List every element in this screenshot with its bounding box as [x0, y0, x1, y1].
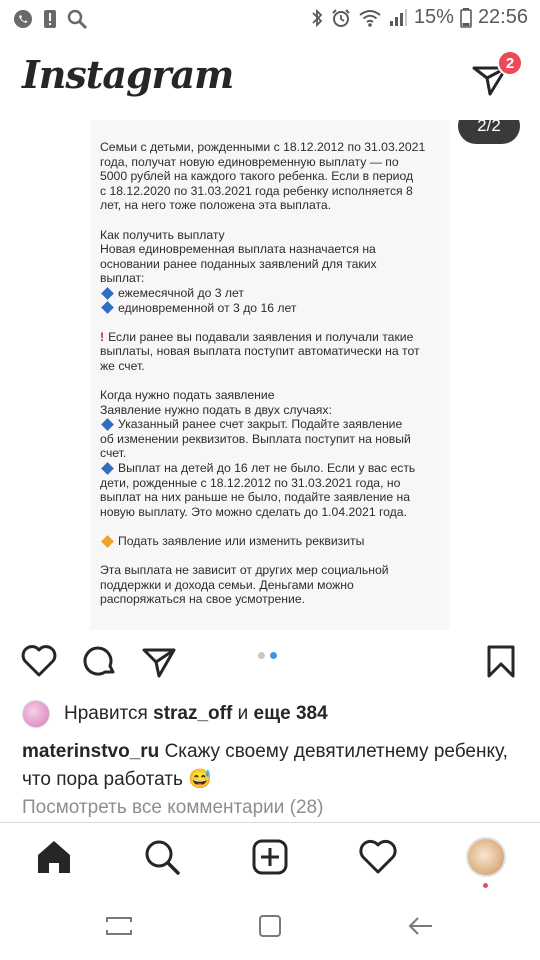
alert-line [100, 330, 445, 345]
post-image[interactable] [0, 120, 540, 630]
bullet-line [100, 301, 445, 316]
share-icon[interactable] [140, 642, 178, 680]
liker-username[interactable]: straz_off [153, 703, 233, 724]
post-line: выплат на них раньше не было, подайте заявление на [100, 490, 411, 505]
spacer [100, 374, 445, 389]
blue-diamond-icon [101, 287, 114, 300]
post-line: Подать заявление или изменить реквизиты [118, 534, 365, 549]
home-square-icon[interactable] [254, 910, 286, 942]
home-icon[interactable] [34, 837, 74, 877]
recent-apps-icon[interactable] [103, 910, 135, 942]
post-slide-text [100, 140, 445, 607]
likes-row[interactable] [22, 700, 328, 728]
battery-icon [460, 7, 472, 29]
status-left-icons [12, 8, 88, 30]
app-header [0, 38, 540, 120]
instagram-logo[interactable]: Instagram [22, 52, 234, 97]
search-icon[interactable] [142, 837, 182, 877]
liker-avatar[interactable] [22, 700, 50, 728]
post-caption [22, 738, 522, 794]
post-line: года, получат новую единовременную выплату — по [100, 154, 399, 169]
direct-badge: 2 [497, 50, 523, 76]
search-icon [66, 8, 88, 30]
post-line: Семьи с детьми, рожденными с 18.12.2012 по 31.03.2021 [100, 140, 426, 154]
post-line: основании ранее поданных заявлений для таких [100, 256, 377, 271]
post-line: 5000 рублей на каждого такого ребенка. Если в период [100, 169, 414, 184]
spacer [100, 213, 445, 228]
status-bar [0, 0, 540, 38]
post-line: с 18.12.2020 по 31.03.2021 года ребенку исполняется 8 [100, 183, 413, 198]
clock: 22:56 [477, 6, 528, 28]
post-line: Если ранее вы подавали заявления и получали такие [108, 329, 414, 344]
status-right-icons [310, 6, 528, 29]
post-actions [0, 632, 540, 688]
blue-diamond-icon [101, 462, 114, 475]
alarm-icon [330, 7, 352, 29]
post-line: выплаты, новая выплата поступит автоматически на тот [100, 344, 420, 359]
battery-percent: 15% [413, 6, 454, 28]
post-line: Как получить выплату [100, 227, 225, 242]
carousel-dots [258, 652, 277, 659]
post-line: Когда нужно подать заявление [100, 388, 275, 403]
spacer [100, 519, 445, 534]
exclamation-icon: ! [100, 329, 105, 344]
carousel-dot [258, 652, 265, 659]
profile-notification-dot [483, 883, 488, 888]
back-arrow-icon[interactable] [404, 910, 436, 942]
signal-icon [388, 7, 408, 29]
bullet-line [100, 461, 445, 476]
carousel-counter: 2/2 [458, 120, 520, 144]
bullet-line [100, 286, 445, 301]
post-line: Новая единовременная выплата назначается на [100, 242, 376, 257]
bottom-nav [0, 822, 540, 892]
likes-prefix: Нравится [64, 703, 148, 724]
post-line: поддержки и дохода семьи. Деньгами можно [100, 577, 354, 592]
post-line: об изменении реквизитов. Выплата поступит на новый [100, 431, 411, 446]
wifi-icon [358, 7, 382, 29]
post-line: распоряжаться на свое усмотрение. [100, 592, 305, 607]
profile-avatar[interactable] [466, 837, 506, 877]
likes-and: и [237, 703, 249, 724]
post-line: Заявление нужно подать в двух случаях: [100, 402, 332, 417]
post-line: Эта выплата не зависит от других мер социальной [100, 563, 389, 578]
post-line: дети, рожденные с 18.12.2012 по 31.03.2021 года, но [100, 475, 401, 490]
bluetooth-icon [310, 7, 324, 29]
orange-diamond-icon [101, 535, 114, 548]
view-all-comments-link[interactable]: Посмотреть все комментарии (28) [22, 797, 324, 818]
likes-count[interactable]: еще 384 [253, 703, 328, 724]
post-line: же счет. [100, 358, 145, 373]
carousel-dot-active [270, 652, 277, 659]
system-nav [0, 892, 540, 960]
comment-icon[interactable] [80, 642, 118, 680]
whatsapp-icon [12, 8, 34, 30]
spacer [100, 315, 445, 330]
blue-diamond-icon [101, 301, 114, 314]
likes-text [64, 703, 328, 725]
notification-alert-icon [42, 8, 58, 30]
spacer [100, 549, 445, 564]
caption-text: Скажу своему девятилетнему ребенку, что пора работать 😅 [22, 741, 508, 790]
post-line: новую выплату. Это можно сделать до 1.04.2021 года. [100, 504, 407, 519]
activity-heart-icon[interactable] [358, 837, 398, 877]
post-line: лет, на него тоже положена эта выплата. [100, 198, 332, 213]
bullet-line [100, 534, 445, 549]
bullet-line [100, 417, 445, 432]
caption-username[interactable]: materinstvo_ru [22, 741, 160, 762]
blue-diamond-icon [101, 418, 114, 431]
post-line: ежемесячной до 3 лет [118, 285, 244, 300]
post-line: Выплат на детей до 16 лет не было. Если у вас есть [118, 461, 416, 476]
new-post-icon[interactable] [250, 837, 290, 877]
bookmark-icon[interactable] [482, 642, 520, 680]
post-line: единовременной от 3 до 16 лет [118, 300, 297, 315]
post-line: счет. [100, 446, 127, 461]
like-heart-icon[interactable] [20, 642, 58, 680]
post-line: выплат: [100, 271, 145, 286]
post-line: Указанный ранее счет закрыт. Подайте заявление [118, 417, 403, 432]
